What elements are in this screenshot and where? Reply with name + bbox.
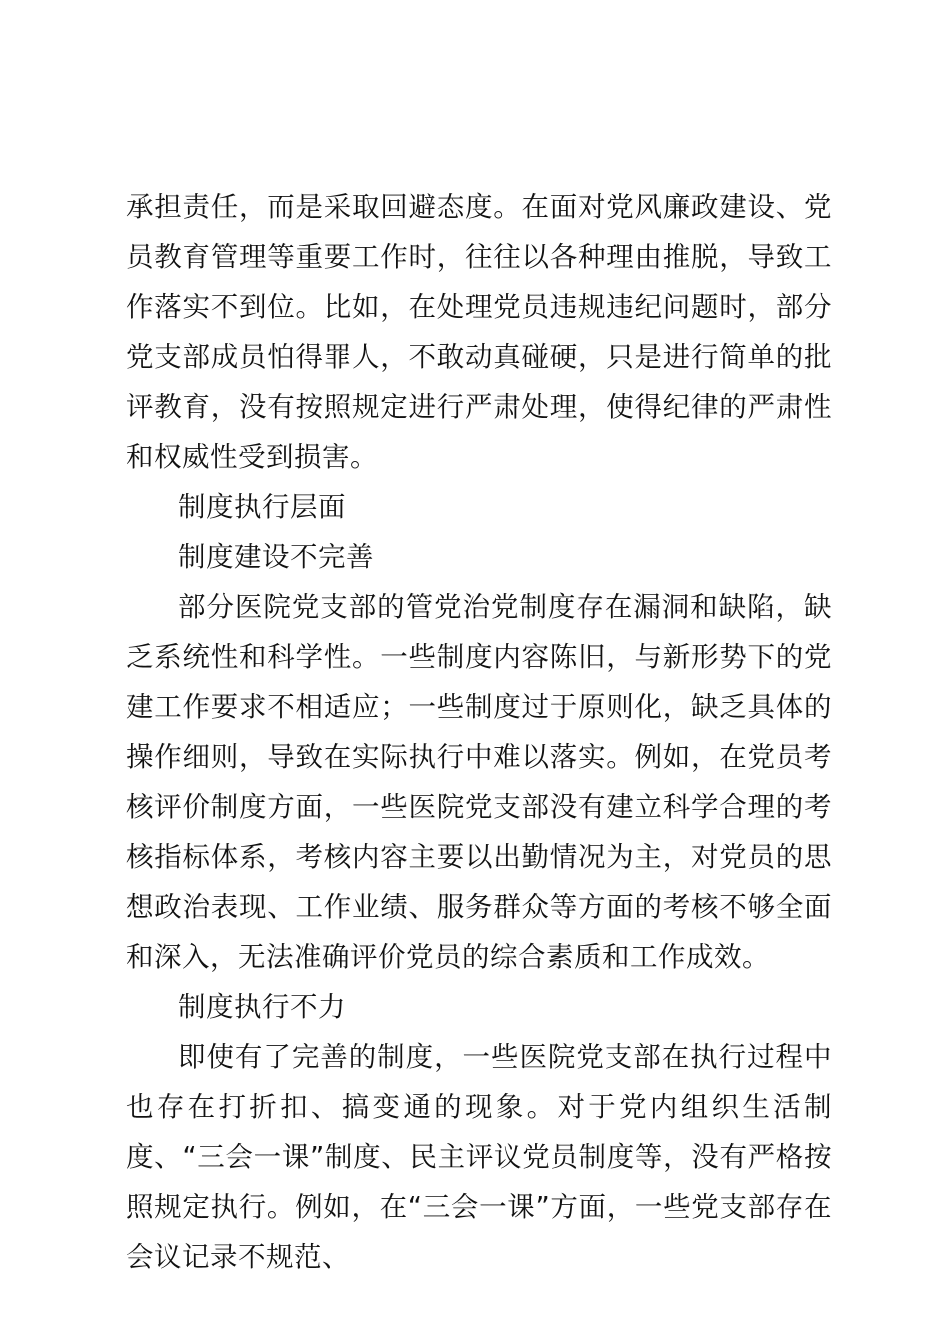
paragraph-continuation: 承担责任，而是采取回避态度。在面对党风廉政建设、党员教育管理等重要工作时，往往以各种理由推脱，导致工作落实不到位。比如，在处理党员违规违纪问题时，部分党支部成员怕得罪人，不敢动真碰硬，只是进行简单的批评教育，没有按照规定进行严肃处理，使得纪律的严肃性和权威性受到损害。 (126, 191, 832, 473)
document-body (126, 182, 832, 1282)
paragraph-system-incomplete: 部分医院党支部的管党治党制度存在漏洞和缺陷，缺乏系统性和科学性。一些制度内容陈旧，与新形势下的党建工作要求不相适应；一些制度过于原则化，缺乏具体的操作细则，导致在实际执行中难以落实。例如，在党员考核评价制度方面，一些医院党支部没有建立科学合理的考核指标体系，考核内容主要以出勤情况为主，对党员的思想政治表现、工作业绩、服务群众等方面的考核不够全面和深入，无法准确评价党员的综合素质和工作成效。 (126, 591, 832, 973)
paragraph-execution-weak: 即使有了完善的制度，一些医院党支部在执行过程中也存在打折扣、搞变通的现象。对于党内组织生活制度、“三会一课”制度、民主评议党员制度等，没有严格按照规定执行。例如，在“三会一课”方面，一些党支部存在会议记录不规范、 (126, 1041, 832, 1273)
section-heading-institutional-execution: 制度执行层面 (178, 491, 346, 523)
subsection-heading-system-incomplete: 制度建设不完善 (178, 541, 374, 573)
subsection-heading-execution-weak: 制度执行不力 (178, 991, 346, 1023)
